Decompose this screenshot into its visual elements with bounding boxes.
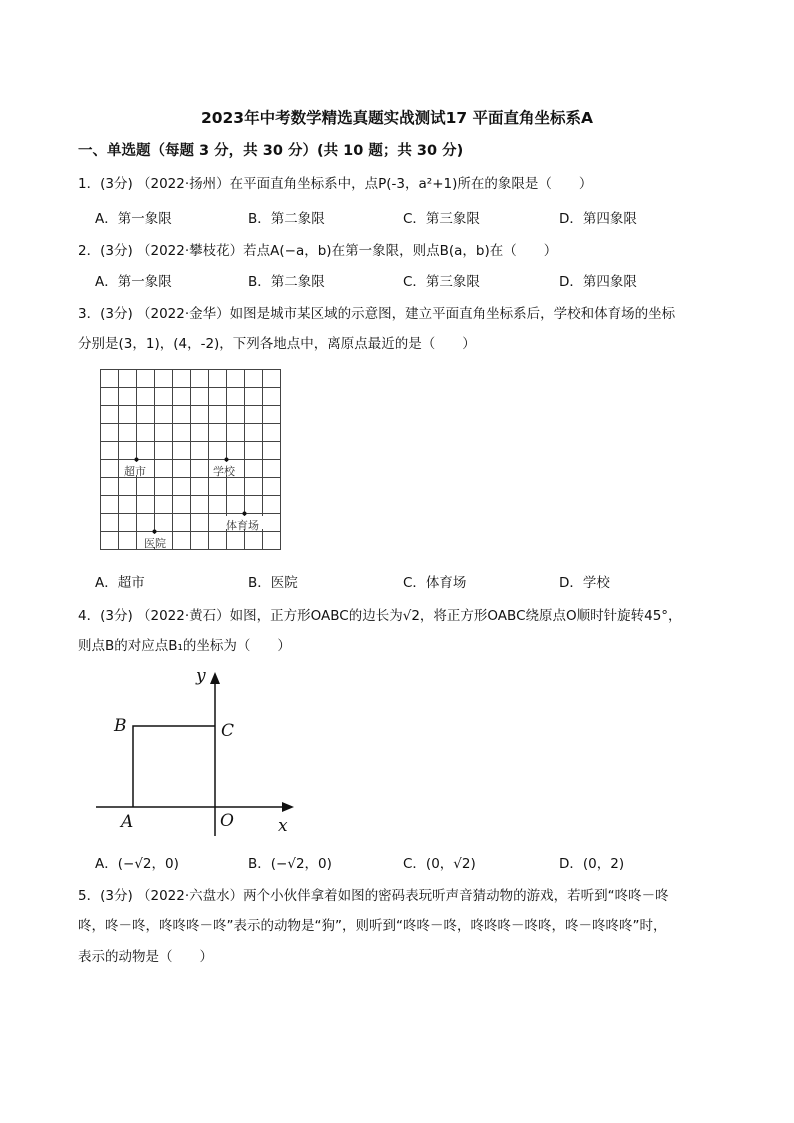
section-heading: 一、单选题（每题 3 分，共 30 分）(共 10 题；共 30 分) (78, 143, 464, 159)
q1-option-c: C．第三象限 (403, 211, 480, 227)
question-2-text: 2．(3分) （2022·攀枝花）若点A(−a，b)在第一象限，则点B(a，b)在（ ） (78, 243, 558, 259)
q1-option-b: B．第二象限 (248, 211, 325, 227)
q2-option-c: C．第三象限 (403, 274, 480, 290)
q2-option-b: B．第二象限 (248, 274, 325, 290)
point-b-label: B (114, 716, 127, 736)
hospital-label: 医院 (144, 537, 166, 550)
question-4-line-2: 则点B的对应点B₁的坐标为（ ） (78, 638, 291, 654)
q2-option-d: D．第四象限 (559, 274, 637, 290)
question-1-text: 1．(3分) （2022·扬州）在平面直角坐标系中，点P(-3，a²+1)所在的象限是（ ） (78, 176, 593, 192)
school-label: 学校 (213, 465, 235, 478)
question-3-line-2: 分别是(3，1)，(4，-2)，下列各地点中，离原点最近的是（ ） (78, 336, 476, 352)
q3-option-a: A．超市 (95, 575, 145, 591)
q3-option-b: B．医院 (248, 575, 298, 591)
supermarket-point (135, 458, 139, 462)
y-axis-label: y (196, 666, 206, 686)
stadium-label: 体育场 (226, 519, 259, 532)
q4-option-b: B．(−√2，0) (248, 856, 332, 872)
point-o-label: O (220, 811, 234, 831)
point-a-label: A (121, 812, 134, 832)
page-title: 2023年中考数学精选真题实战测试17 平面直角坐标系A (200, 109, 594, 127)
q1-option-a: A．第一象限 (95, 211, 172, 227)
stadium-point (243, 512, 247, 516)
q4-option-d: D．(0，2) (559, 856, 625, 872)
x-axis-label: x (278, 816, 288, 836)
supermarket-label: 超市 (124, 465, 146, 478)
q1-option-d: D．第四象限 (559, 211, 637, 227)
q4-option-c: C．(0，√2) (403, 856, 476, 872)
point-c-label: C (221, 721, 235, 741)
question-5-line-2: 咚，咚－咚，咚咚咚－咚”表示的动物是“狗”，则听到“咚咚－咚，咚咚咚－咚咚，咚－咚咚咚”时， (78, 918, 667, 934)
question-5-line-1: 5．(3分) （2022·六盘水）两个小伙伴拿着如图的密码表玩听声音猜动物的游戏，若听到“咚咚－咚 (78, 888, 669, 904)
square-oabc (133, 726, 215, 807)
question-3-line-1: 3．(3分) （2022·金华）如图是城市某区域的示意图，建立平面直角坐标系后，学校和体育场的坐标 (78, 306, 676, 322)
x-axis-arrow-icon (282, 802, 294, 812)
q4-option-a: A．(−√2，0) (95, 856, 179, 872)
question-5-line-3: 表示的动物是（ ） (78, 949, 213, 965)
y-axis-arrow-icon (210, 672, 220, 684)
school-point (225, 458, 229, 462)
hospital-point (153, 530, 157, 534)
q3-option-c: C．体育场 (403, 575, 467, 591)
q3-option-d: D．学校 (559, 575, 610, 591)
question-4-line-1: 4．(3分) （2022·黄石）如图，正方形OABC的边长为√2，将正方形OABC绕原点O顺时针旋转45°， (78, 608, 682, 624)
q2-option-a: A．第一象限 (95, 274, 172, 290)
